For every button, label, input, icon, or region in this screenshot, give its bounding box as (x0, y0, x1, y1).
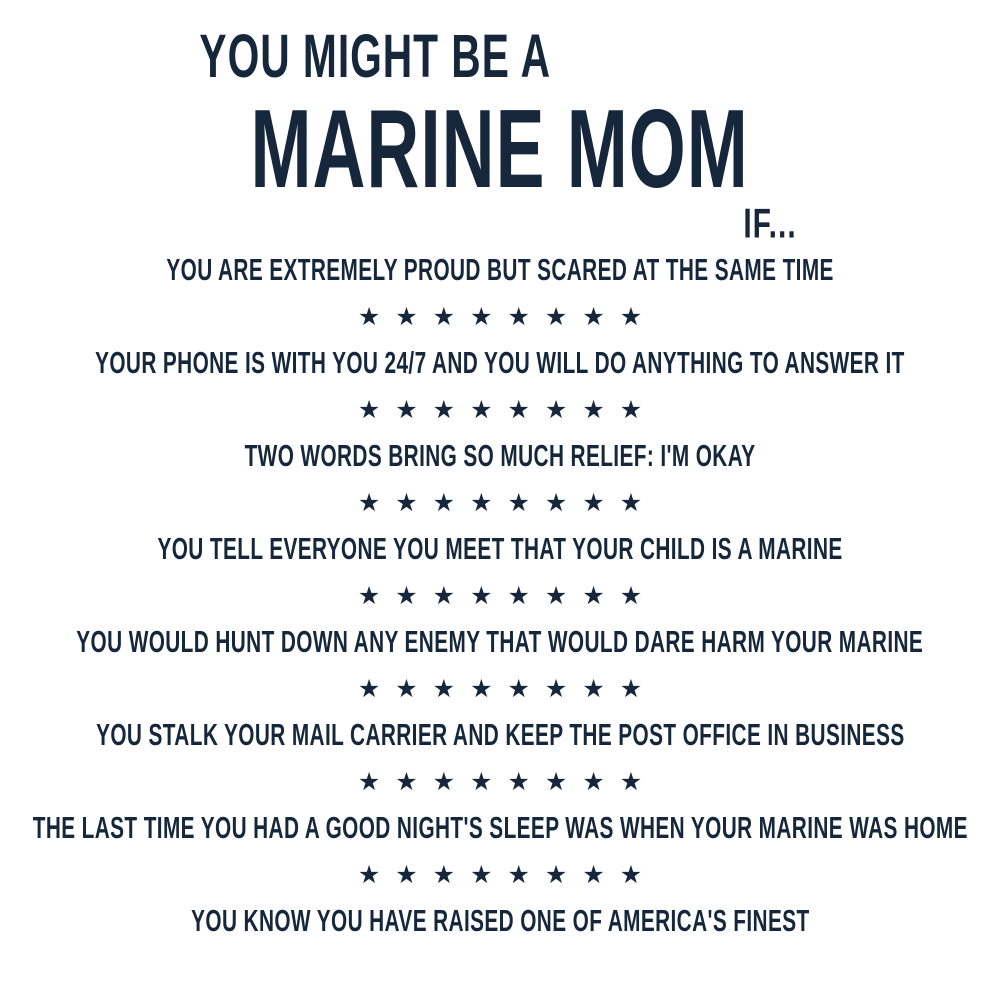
star-icon: ★ (619, 303, 643, 331)
star-icon: ★ (432, 303, 456, 331)
star-icon: ★ (582, 861, 605, 889)
list-item: YOU KNOW YOU HAVE RAISED ONE OF AMERICA'S FINEST (190, 904, 810, 939)
list-item: YOU WOULD HUNT DOWN ANY ENEMY THAT WOULD DARE HARM YOUR MARINE (76, 625, 924, 660)
star-icon: ★ (470, 675, 493, 703)
star-icon: ★ (544, 675, 568, 703)
star-icon: ★ (432, 861, 456, 889)
star-icon: ★ (582, 582, 605, 610)
list-item: YOU TELL EVERYONE YOU MEET THAT YOUR CHILD IS A MARINE (157, 532, 843, 567)
headline-line-1: YOU MIGHT BE A (199, 21, 551, 90)
star-icon: ★ (395, 675, 418, 703)
star-icon: ★ (395, 768, 418, 796)
star-icon: ★ (507, 582, 530, 610)
star-icon: ★ (582, 396, 605, 424)
star-icon: ★ (395, 582, 418, 610)
star-icon: ★ (470, 861, 493, 889)
star-icon: ★ (470, 582, 493, 610)
star-icon: ★ (507, 768, 530, 796)
list-item: YOU STALK YOUR MAIL CARRIER AND KEEP THE POST OFFICE IN BUSINESS (95, 718, 905, 753)
star-icon: ★ (432, 675, 456, 703)
star-divider (358, 770, 642, 795)
statement-list (0, 253, 1000, 939)
star-icon: ★ (544, 396, 568, 424)
star-icon: ★ (582, 768, 605, 796)
list-item: THE LAST TIME YOU HAD A GOOD NIGHT'S SLEEP WAS WHEN YOUR MARINE WAS HOME (32, 811, 968, 846)
headline-block (0, 21, 1000, 248)
star-icon: ★ (395, 861, 418, 889)
star-icon: ★ (470, 303, 493, 331)
list-item: YOUR PHONE IS WITH YOU 24/7 AND YOU WILL DO ANYTHING TO ANSWER IT (95, 346, 905, 381)
headline-line-2: MARINE MOM (250, 86, 750, 211)
star-icon: ★ (544, 303, 568, 331)
star-icon: ★ (395, 303, 418, 331)
star-icon: ★ (432, 396, 456, 424)
star-icon: ★ (470, 489, 493, 517)
star-icon: ★ (619, 675, 643, 703)
star-icon: ★ (432, 489, 456, 517)
star-icon: ★ (357, 303, 381, 331)
star-icon: ★ (507, 489, 530, 517)
star-icon: ★ (582, 675, 605, 703)
list-item: YOU ARE EXTREMELY PROUD BUT SCARED AT THE SAME TIME (166, 253, 834, 288)
star-icon: ★ (544, 861, 568, 889)
star-divider (358, 863, 642, 888)
star-icon: ★ (357, 675, 381, 703)
star-divider (358, 584, 642, 609)
list-item: TWO WORDS BRING SO MUCH RELIEF: I'M OKAY (244, 439, 756, 474)
star-icon: ★ (470, 768, 493, 796)
star-icon: ★ (357, 768, 381, 796)
star-icon: ★ (619, 768, 643, 796)
star-divider (358, 305, 642, 330)
star-icon: ★ (357, 489, 381, 517)
star-icon: ★ (619, 582, 643, 610)
star-icon: ★ (619, 396, 643, 424)
headline-line-3: IF... (743, 201, 797, 248)
star-icon: ★ (619, 861, 643, 889)
star-icon: ★ (507, 396, 530, 424)
star-icon: ★ (582, 303, 605, 331)
star-icon: ★ (395, 396, 418, 424)
star-icon: ★ (582, 489, 605, 517)
star-icon: ★ (507, 675, 530, 703)
star-icon: ★ (544, 582, 568, 610)
star-icon: ★ (432, 768, 456, 796)
star-icon: ★ (470, 396, 493, 424)
star-icon: ★ (544, 768, 568, 796)
star-icon: ★ (619, 489, 643, 517)
star-icon: ★ (507, 861, 530, 889)
star-divider (358, 491, 642, 516)
star-icon: ★ (544, 489, 568, 517)
star-icon: ★ (432, 582, 456, 610)
star-icon: ★ (357, 582, 381, 610)
star-icon: ★ (357, 396, 381, 424)
star-icon: ★ (507, 303, 530, 331)
star-icon: ★ (395, 489, 418, 517)
star-icon: ★ (357, 861, 381, 889)
star-divider (358, 677, 642, 702)
star-divider (358, 398, 642, 423)
